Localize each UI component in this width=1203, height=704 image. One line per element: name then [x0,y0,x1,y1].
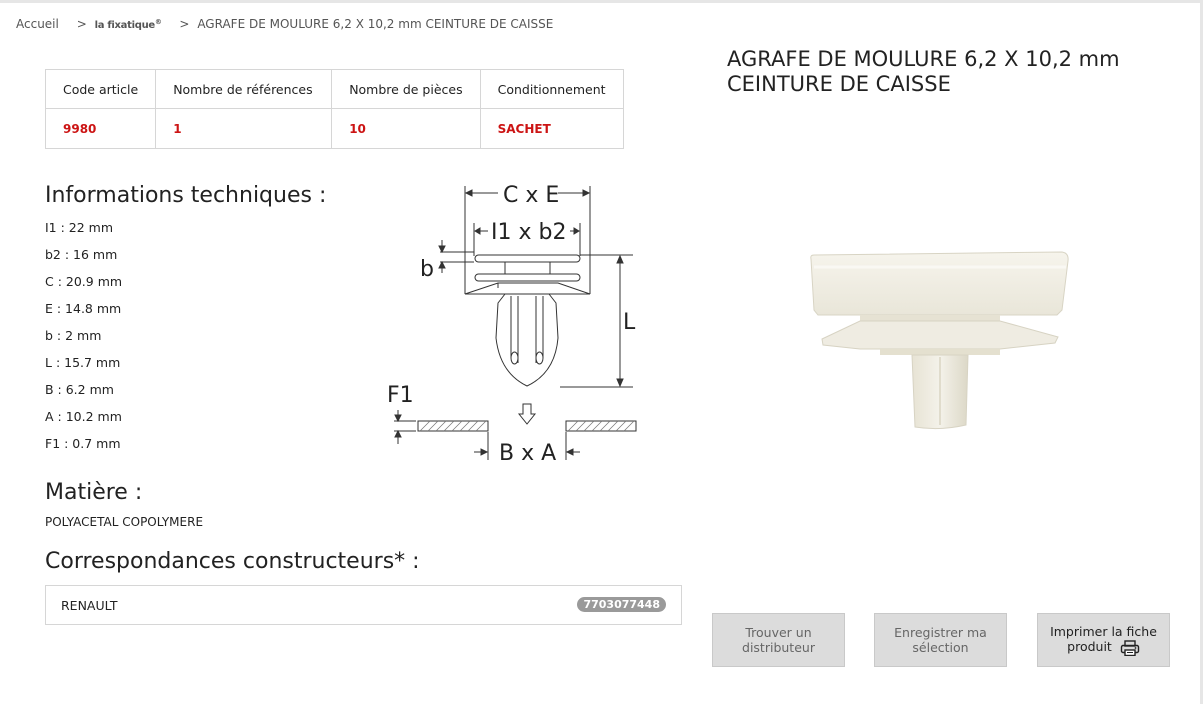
correspondance-row [45,585,682,625]
tech-item-a: A : 10.2 mm [45,409,122,424]
diagram-label-cxe: C x E [503,183,560,208]
brand-registered-mark: ® [154,17,162,26]
breadcrumb-brand-link[interactable] [95,18,162,31]
technical-drawing [380,178,650,468]
tech-item-e: E : 14.8 mm [45,301,122,316]
specs-value-row [46,109,624,149]
matiere-heading: Matière : [45,480,143,505]
specs-header-row [46,70,624,109]
value-conditionnement: SACHET [480,109,623,149]
diagram-label-l: L [623,310,636,335]
tech-item-c: C : 20.9 mm [45,274,123,289]
diagram-label-f1: F1 [387,383,414,408]
tech-item-f1: F1 : 0.7 mm [45,436,121,451]
tech-item-bb: B : 6.2 mm [45,382,114,397]
tech-info-heading: Informations techniques : [45,183,327,208]
breadcrumb-separator: > [76,17,87,31]
matiere-value: POLYACETAL COPOLYMERE [45,515,204,529]
breadcrumb-home-link[interactable]: Accueil [16,17,59,31]
print-sheet-label: Imprimer la fiche produit [1050,624,1157,655]
breadcrumb-separator: > [179,17,190,31]
value-nombre-pieces: 10 [332,109,480,149]
tech-info-list [45,219,122,462]
top-border [0,0,1203,3]
tech-item-l: L : 15.7 mm [45,355,121,370]
correspondance-brand: RENAULT [61,598,118,613]
save-selection-button[interactable] [874,613,1007,667]
header-code-article: Code article [46,70,156,109]
print-sheet-button[interactable] [1037,613,1170,667]
product-photo [800,245,1075,435]
value-code-article: 9980 [46,109,156,149]
diagram-label-i1b2: I1 x b2 [491,220,567,245]
correspondances-heading: Correspondances constructeurs* : [45,549,420,574]
header-nombre-references: Nombre de références [156,70,332,109]
correspondance-reference-badge: 7703077448 [577,597,666,612]
diagram-label-bxa: B x A [499,441,557,466]
save-selection-label: Enregistrer ma sélection [894,625,987,655]
header-nombre-pieces: Nombre de pièces [332,70,480,109]
product-title: AGRAFE DE MOULURE 6,2 X 10,2 mm CEINTURE DE CAISSE [727,47,1120,96]
breadcrumb [16,17,553,31]
diagram-label-b: b [420,257,434,282]
printer-icon [1120,640,1140,656]
tech-item-b: b : 2 mm [45,328,102,343]
specs-table [45,69,624,149]
value-nombre-references: 1 [156,109,332,149]
header-conditionnement: Conditionnement [480,70,623,109]
find-distributor-label: Trouver un distributeur [742,625,815,655]
tech-item-i1: I1 : 22 mm [45,220,114,235]
tech-item-b2: b2 : 16 mm [45,247,118,262]
brand-name: la fixatique [94,20,155,31]
breadcrumb-current: AGRAFE DE MOULURE 6,2 X 10,2 mm CEINTURE DE CAISSE [197,17,554,31]
find-distributor-button[interactable] [712,613,845,667]
